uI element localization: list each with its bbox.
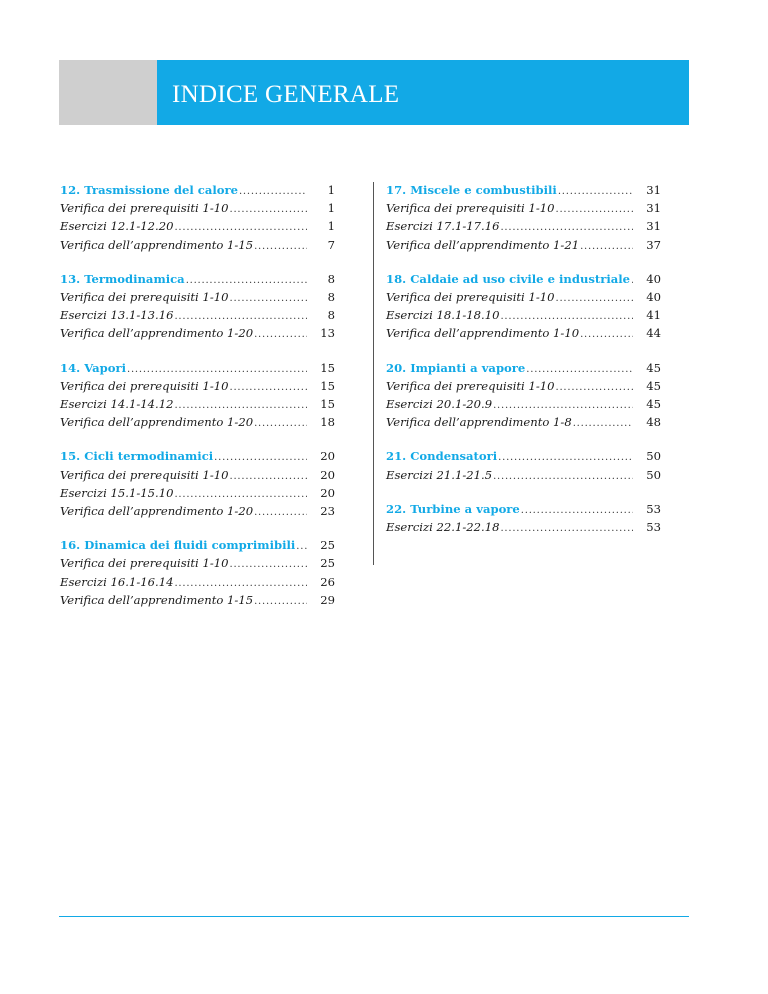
dot-leader xyxy=(526,362,633,378)
toc-section xyxy=(386,271,661,344)
toc-left-column xyxy=(60,182,335,626)
page-number: 48 xyxy=(646,415,661,430)
toc-subentry[interactable] xyxy=(60,467,335,485)
entry-label: Esercizi 17.1-17.16 xyxy=(386,219,500,234)
dot-leader xyxy=(174,220,307,236)
toc-subentry[interactable] xyxy=(60,485,335,503)
dot-leader xyxy=(230,202,308,218)
page-number: 25 xyxy=(320,556,335,571)
page-number: 31 xyxy=(646,183,661,197)
page-number: 13 xyxy=(320,326,335,341)
toc-section xyxy=(386,501,661,537)
page-number: 41 xyxy=(646,308,661,323)
chapter-title: 15. Cicli termodinamici xyxy=(60,449,214,464)
chapter-title: 16. Dinamica dei fluidi comprimibili xyxy=(60,538,296,553)
toc-subentry[interactable] xyxy=(60,396,335,414)
toc-subentry[interactable] xyxy=(386,325,661,343)
toc-subentry[interactable] xyxy=(386,467,661,485)
chapter-title: 20. Impianti a vapore xyxy=(386,360,526,375)
dot-leader xyxy=(254,327,307,343)
header-gray-block xyxy=(59,60,157,125)
dot-leader xyxy=(230,291,308,307)
toc-section xyxy=(60,271,335,344)
toc-subentry[interactable] xyxy=(60,503,335,521)
dot-leader xyxy=(493,398,633,414)
toc-chapter-entry[interactable] xyxy=(386,182,661,200)
toc-chapter-entry[interactable] xyxy=(386,448,661,466)
entry-label: Verifica dell’apprendimento 1-8 xyxy=(386,415,572,430)
page-number: 40 xyxy=(646,271,661,286)
entry-label: Verifica dell’apprendimento 1-10 xyxy=(386,326,580,341)
toc-section xyxy=(60,182,335,255)
page-number: 50 xyxy=(646,449,661,464)
page-number: 18 xyxy=(320,415,335,430)
dot-leader xyxy=(556,380,634,396)
dot-leader xyxy=(500,309,633,325)
toc-section xyxy=(386,360,661,433)
dot-leader xyxy=(296,539,307,555)
chapter-title: 14. Vapori xyxy=(60,360,127,375)
entry-label: Esercizi 12.1-12.20 xyxy=(60,219,174,234)
page-number: 20 xyxy=(320,485,335,500)
toc-chapter-entry[interactable] xyxy=(386,271,661,289)
page-number: 7 xyxy=(327,237,335,252)
entry-label: Verifica dei prerequisiti 1-10 xyxy=(386,201,555,216)
entry-label: Verifica dell’apprendimento 1-21 xyxy=(386,237,580,252)
page-title: INDICE GENERALE xyxy=(172,80,400,108)
page-number: 23 xyxy=(320,504,335,519)
page-number: 31 xyxy=(646,201,661,216)
dot-leader xyxy=(493,469,633,485)
page-number: 26 xyxy=(320,574,335,589)
header-banner xyxy=(157,60,689,125)
page-number: 8 xyxy=(327,308,335,323)
toc-right-column xyxy=(386,182,661,553)
toc-subentry[interactable] xyxy=(386,396,661,414)
chapter-title: 22. Turbine a vapore xyxy=(386,501,520,516)
page-number: 20 xyxy=(320,449,335,464)
toc-subentry[interactable] xyxy=(60,307,335,325)
dot-leader xyxy=(174,487,307,503)
dot-leader xyxy=(230,469,308,485)
toc-section xyxy=(60,360,335,433)
dot-leader xyxy=(239,184,307,200)
footer-rule xyxy=(59,916,689,917)
chapter-title: 17. Miscele e combustibili xyxy=(386,183,557,197)
dot-leader xyxy=(500,220,633,236)
page-number: 1 xyxy=(327,183,335,197)
dot-leader xyxy=(214,450,307,466)
entry-label: Verifica dell’apprendimento 1-15 xyxy=(60,237,254,252)
toc-subentry[interactable] xyxy=(60,555,335,573)
dot-leader xyxy=(174,576,307,592)
toc-subentry[interactable] xyxy=(60,218,335,236)
toc-chapter-entry[interactable] xyxy=(60,271,335,289)
page-number: 15 xyxy=(320,378,335,393)
page-number: 37 xyxy=(646,237,661,252)
dot-leader xyxy=(580,239,633,255)
dot-leader xyxy=(521,503,633,519)
toc-chapter-entry[interactable] xyxy=(60,360,335,378)
entry-label: Verifica dei prerequisiti 1-10 xyxy=(60,378,229,393)
dot-leader xyxy=(254,416,307,432)
toc-subentry[interactable] xyxy=(60,325,335,343)
dot-leader xyxy=(500,521,633,537)
entry-label: Esercizi 18.1-18.10 xyxy=(386,308,500,323)
toc-subentry[interactable] xyxy=(386,307,661,325)
toc-subentry[interactable] xyxy=(60,414,335,432)
page-number: 45 xyxy=(646,378,661,393)
dot-leader xyxy=(498,450,633,466)
page-number: 20 xyxy=(320,467,335,482)
toc-subentry[interactable] xyxy=(386,218,661,236)
entry-label: Esercizi 22.1-22.18 xyxy=(386,520,500,535)
chapter-title: 18. Caldaie ad uso civile e industriale xyxy=(386,271,631,286)
toc-subentry[interactable] xyxy=(60,200,335,218)
page-number: 25 xyxy=(320,538,335,553)
entry-label: Verifica dei prerequisiti 1-10 xyxy=(60,467,229,482)
page-number: 1 xyxy=(327,219,335,234)
toc-section xyxy=(386,448,661,484)
toc-section xyxy=(60,537,335,610)
entry-label: Verifica dei prerequisiti 1-10 xyxy=(386,290,555,305)
dot-leader xyxy=(254,239,307,255)
entry-label: Esercizi 15.1-15.10 xyxy=(60,485,174,500)
page-number: 15 xyxy=(320,397,335,412)
toc-chapter-entry[interactable] xyxy=(60,448,335,466)
toc-subentry[interactable] xyxy=(386,289,661,307)
toc-subentry[interactable] xyxy=(60,237,335,255)
toc-subentry[interactable] xyxy=(60,378,335,396)
chapter-title: 21. Condensatori xyxy=(386,449,498,464)
dot-leader xyxy=(558,184,633,200)
entry-label: Verifica dei prerequisiti 1-10 xyxy=(60,290,229,305)
page-number: 15 xyxy=(320,360,335,375)
page-number: 53 xyxy=(646,501,661,516)
page-number: 50 xyxy=(646,467,661,482)
toc-subentry[interactable] xyxy=(60,574,335,592)
toc-section xyxy=(60,448,335,521)
dot-leader xyxy=(580,327,633,343)
page-number: 1 xyxy=(327,201,335,216)
page-number: 40 xyxy=(646,290,661,305)
dot-leader xyxy=(254,594,307,610)
dot-leader xyxy=(230,380,308,396)
entry-label: Verifica dell’apprendimento 1-20 xyxy=(60,504,254,519)
dot-leader xyxy=(573,416,633,432)
page-number: 45 xyxy=(646,360,661,375)
toc-chapter-entry[interactable] xyxy=(60,182,335,200)
toc-chapter-entry[interactable] xyxy=(386,501,661,519)
entry-label: Verifica dei prerequisiti 1-10 xyxy=(60,201,229,216)
column-divider xyxy=(373,182,374,565)
toc-section xyxy=(386,182,661,255)
page-number: 45 xyxy=(646,397,661,412)
entry-label: Esercizi 20.1-20.9 xyxy=(386,397,493,412)
toc-subentry[interactable] xyxy=(60,289,335,307)
page-number: 8 xyxy=(327,290,335,305)
toc-subentry[interactable] xyxy=(386,378,661,396)
dot-leader xyxy=(254,505,307,521)
entry-label: Esercizi 14.1-14.12 xyxy=(60,397,174,412)
dot-leader xyxy=(230,557,308,573)
entry-label: Esercizi 21.1-21.5 xyxy=(386,467,493,482)
toc-subentry[interactable] xyxy=(60,592,335,610)
dot-leader xyxy=(556,202,634,218)
page-number: 8 xyxy=(327,271,335,286)
toc-subentry[interactable] xyxy=(386,414,661,432)
page-number: 44 xyxy=(646,326,661,341)
page-number: 31 xyxy=(646,219,661,234)
entry-label: Esercizi 13.1-13.16 xyxy=(60,308,174,323)
page-number: 29 xyxy=(320,592,335,607)
entry-label: Verifica dei prerequisiti 1-10 xyxy=(60,556,229,571)
entry-label: Verifica dell’apprendimento 1-20 xyxy=(60,415,254,430)
chapter-title: 13. Termodinamica xyxy=(60,271,185,286)
chapter-title: 12. Trasmissione del calore xyxy=(60,183,238,197)
toc-subentry[interactable] xyxy=(386,519,661,537)
toc-chapter-entry[interactable] xyxy=(386,360,661,378)
toc-chapter-entry[interactable] xyxy=(60,537,335,555)
entry-label: Esercizi 16.1-16.14 xyxy=(60,574,174,589)
entry-label: Verifica dell’apprendimento 1-15 xyxy=(60,592,254,607)
entry-label: Verifica dell’apprendimento 1-20 xyxy=(60,326,254,341)
toc-subentry[interactable] xyxy=(386,200,661,218)
dot-leader xyxy=(631,273,633,289)
toc-subentry[interactable] xyxy=(386,237,661,255)
entry-label: Verifica dei prerequisiti 1-10 xyxy=(386,378,555,393)
dot-leader xyxy=(186,273,307,289)
page-number: 53 xyxy=(646,520,661,535)
dot-leader xyxy=(174,398,307,414)
dot-leader xyxy=(556,291,634,307)
dot-leader xyxy=(174,309,307,325)
dot-leader xyxy=(127,362,307,378)
